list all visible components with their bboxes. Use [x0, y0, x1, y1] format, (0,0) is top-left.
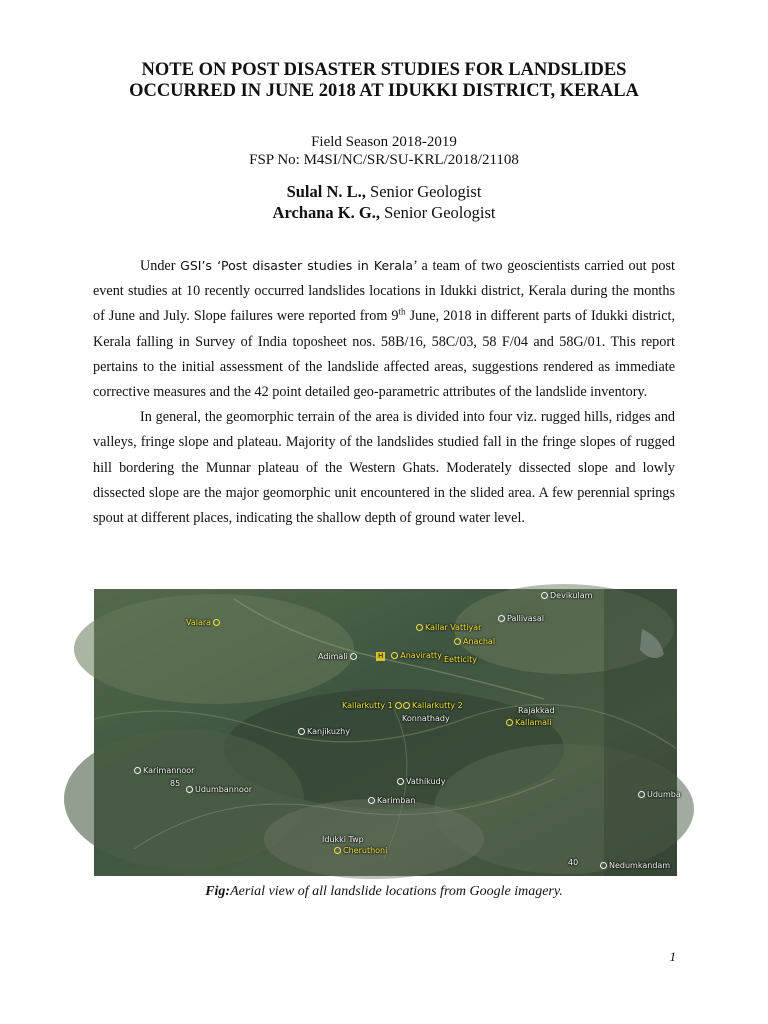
author-2 [60, 202, 708, 223]
map-label-kallarkutty-1: Kallarkutty 1 [342, 701, 404, 710]
author-1 [60, 181, 708, 202]
author-2-role: Senior Geologist [379, 203, 496, 222]
document-meta [60, 133, 708, 169]
body-text [93, 253, 675, 531]
map-label-udumba: Udumba [638, 790, 681, 799]
document-title [60, 60, 708, 102]
hotel-icon: H [378, 652, 384, 660]
map-label-devikulam: Devikulam [541, 591, 592, 600]
map-label-konnathady: Konnathady [402, 714, 450, 723]
map-label-idukki-twp: Idukki Twp [322, 835, 364, 844]
highway-40-badge: 40 [568, 858, 579, 867]
map-label-cheruthoni: Cheruthoni [334, 846, 387, 855]
highway-85-badge: 85 [170, 779, 181, 788]
map-label-kallarkutty-2: Kallarkutty 2 [403, 701, 463, 710]
map-label-nedumkandam: Nedumkandam [600, 861, 670, 870]
map-label-kallar-vattiyar: Kallar Vattiyar [416, 623, 481, 632]
title-line-1: NOTE ON POST DISASTER STUDIES FOR LANDSLIDES [141, 60, 627, 80]
p1-part-d: June, 2018 in different parts of Idukki district, Kerala falling in Survey of India toposheet nos. 58B/16, 58C/03, 58 F/04 and 58G/01. This report pertains to the initial assessment of the landslide affected areas, suggestions rendered as immediate corrective measures and the 42 point detailed geo-parametric attributes of the landslide inventory. [93, 308, 675, 401]
p1-superscript: th [398, 306, 406, 317]
map-label-karimban: Karimban [368, 796, 415, 805]
p1-part-c: ’ a team of two geoscientists carried out post event studies at 10 recently occurred landslides locations in Idukki district, Kerala during the months of June and July. Slope failures were reported from 9 [93, 258, 675, 325]
paragraph-2: In general, the geomorphic terrain of the area is divided into four viz. rugged hills, ridges and valleys, fringe slope and plateau. Majority of the landslides studied fall in the fringe slopes of rugged hill bordering the Munnar plateau of the Western Ghats. Moderately dissected slope and lowly dissected slope are the major geomorphic unit encountered in the slided area. A few perennial springs spout at different places, indicating the shallow depth of ground water level. [93, 409, 675, 527]
aerial-map-figure [94, 589, 681, 876]
map-label-anaviratty: H Anaviratty [378, 651, 442, 660]
field-season: Field Season 2018-2019 [311, 134, 457, 150]
map-label-rajakkad: Rajakkad [518, 706, 555, 715]
author-list [60, 181, 708, 223]
map-label-eetticity: Eetticity [444, 655, 477, 664]
p1-part-b: GSI’s ‘Post disaster studies in Kerala [180, 258, 414, 273]
terrain-image [94, 589, 677, 876]
map-label-kallamali: Kallamali [506, 718, 552, 727]
fsp-number: FSP No: M4SI/NC/SR/SU-KRL/2018/21108 [249, 152, 519, 168]
page-number: 1 [669, 949, 676, 964]
figure-caption [60, 883, 708, 900]
author-2-name: Archana K. G., [272, 203, 380, 222]
author-1-role: Senior Geologist [365, 182, 482, 201]
title-line-2: OCCURRED IN JUNE 2018 AT IDUKKI DISTRICT, KERALA [129, 81, 639, 101]
map-label-karimannoor: Karimannoor [134, 766, 194, 775]
map-label-pallivasal: Pallivasal [498, 614, 544, 623]
map-label-vathikudy: Vathikudy [397, 777, 445, 786]
map-label-kanjikuzhy: Kanjikuzhy [298, 727, 350, 736]
p1-part-a: Under [140, 258, 181, 274]
map-label-valara: Valara [186, 618, 222, 627]
author-1-name: Sulal N. L., [286, 182, 366, 201]
map-label-anachal: Anachal [454, 637, 495, 646]
caption-prefix: Fig: [205, 884, 231, 899]
map-label-adimali: Adimali [318, 652, 359, 661]
map-label-udumbannoor: Udumbannoor [186, 785, 252, 794]
caption-text: Aerial view of all landslide locations from Google imagery. [230, 884, 563, 899]
paragraph-1 [93, 253, 675, 405]
